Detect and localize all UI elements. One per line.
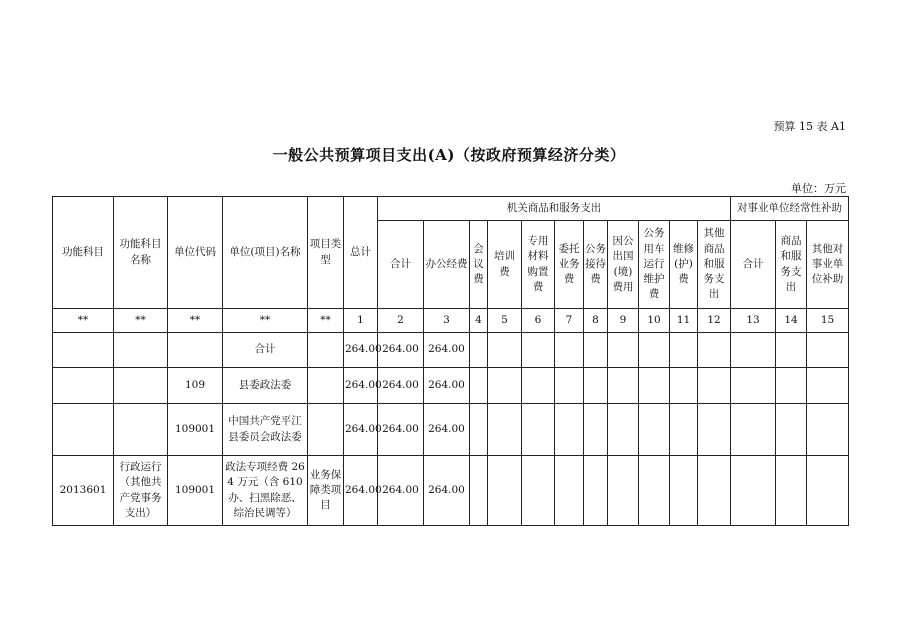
table-row: [53, 368, 849, 404]
header-func-code: 功能科目: [53, 197, 114, 309]
header-func-name: 功能科目名称: [114, 197, 168, 309]
header-group-subsidy: 对事业单位经常性补助: [731, 197, 849, 221]
table-number-label: 预算 15 表 A1: [773, 120, 846, 133]
unit-code-cell: [168, 333, 223, 368]
unit-label: 单位：万元: [791, 182, 846, 195]
office-cell: 264.00: [424, 404, 470, 456]
header-goods-col: 公务用车运行维护费: [639, 221, 670, 309]
table-row: [53, 456, 849, 526]
budget-table: [52, 196, 849, 526]
header-goods-col: 公务接待费: [584, 221, 608, 309]
index-cell: 13: [731, 309, 776, 333]
total-cell: 264.00: [344, 456, 378, 526]
index-cell: **: [53, 309, 114, 333]
index-cell: 15: [807, 309, 849, 333]
func-name-cell: [114, 404, 168, 456]
office-cell: 264.00: [424, 368, 470, 404]
unit-name-cell: 中国共产党平江县委员会政法委: [223, 404, 308, 456]
table-row: [53, 404, 849, 456]
index-cell: 11: [670, 309, 698, 333]
header-goods-col: 委托业务费: [555, 221, 584, 309]
header-unit-name: 单位(项目)名称: [223, 197, 308, 309]
header-goods-col: 维修(护)费: [670, 221, 698, 309]
header-subsidy-col: 其他对事业单位补助: [807, 221, 849, 309]
index-cell: 12: [698, 309, 731, 333]
index-cell: **: [168, 309, 223, 333]
unit-name-cell: 合计: [223, 333, 308, 368]
func-code-cell: [53, 368, 114, 404]
func-code-cell: [53, 404, 114, 456]
header-goods-col: 其他商品和服务支出: [698, 221, 731, 309]
header-goods-col: 合计: [378, 221, 424, 309]
index-cell: 1: [344, 309, 378, 333]
proj-type-cell: [308, 404, 344, 456]
index-cell: 8: [584, 309, 608, 333]
header-proj-type: 项目类型: [308, 197, 344, 309]
index-cell: 10: [639, 309, 670, 333]
header-unit-code: 单位代码: [168, 197, 223, 309]
unit-code-cell: 109: [168, 368, 223, 404]
index-cell: 5: [488, 309, 522, 333]
goods-total-cell: 264.00: [378, 368, 424, 404]
header-goods-col: 因公出国(境)费用: [608, 221, 639, 309]
total-cell: 264.00: [344, 333, 378, 368]
index-cell: 3: [424, 309, 470, 333]
index-cell: 6: [522, 309, 555, 333]
header-subsidy-col: 合计: [731, 221, 776, 309]
header-goods-col: 会议费: [470, 221, 488, 309]
header-group-goods: 机关商品和服务支出: [378, 197, 731, 221]
unit-name-cell: 政法专项经费 264 万元（含 610 办、扫黑除恶、综治民调等）: [223, 456, 308, 526]
header-row-1: [53, 197, 849, 221]
header-goods-col: 培训费: [488, 221, 522, 309]
total-cell: 264.00: [344, 404, 378, 456]
func-code-cell: [53, 333, 114, 368]
proj-type-cell: [308, 333, 344, 368]
index-cell: 7: [555, 309, 584, 333]
index-cell: **: [223, 309, 308, 333]
header-subsidy-col: 商品和服务支出: [776, 221, 807, 309]
goods-total-cell: 264.00: [378, 333, 424, 368]
header-goods-col: 办公经费: [424, 221, 470, 309]
goods-total-cell: 264.00: [378, 456, 424, 526]
goods-total-cell: 264.00: [378, 404, 424, 456]
func-name-cell: 行政运行（其他共产党事务支出）: [114, 456, 168, 526]
index-cell: 9: [608, 309, 639, 333]
index-cell: 14: [776, 309, 807, 333]
index-row: [53, 309, 849, 333]
unit-name-cell: 县委政法委: [223, 368, 308, 404]
index-cell: 4: [470, 309, 488, 333]
index-cell: **: [114, 309, 168, 333]
header-goods-col: 专用材料购置费: [522, 221, 555, 309]
office-cell: 264.00: [424, 333, 470, 368]
proj-type-cell: [308, 368, 344, 404]
table-row: [53, 333, 849, 368]
office-cell: 264.00: [424, 456, 470, 526]
proj-type-cell: 业务保障类项目: [308, 456, 344, 526]
func-name-cell: [114, 368, 168, 404]
header-total: 总计: [344, 197, 378, 309]
index-cell: 2: [378, 309, 424, 333]
func-code-cell: 2013601: [53, 456, 114, 526]
total-cell: 264.00: [344, 368, 378, 404]
index-cell: **: [308, 309, 344, 333]
unit-code-cell: 109001: [168, 456, 223, 526]
func-name-cell: [114, 333, 168, 368]
page-title: 一般公共预算项目支出(A)（按政府预算经济分类）: [272, 146, 626, 164]
unit-code-cell: 109001: [168, 404, 223, 456]
